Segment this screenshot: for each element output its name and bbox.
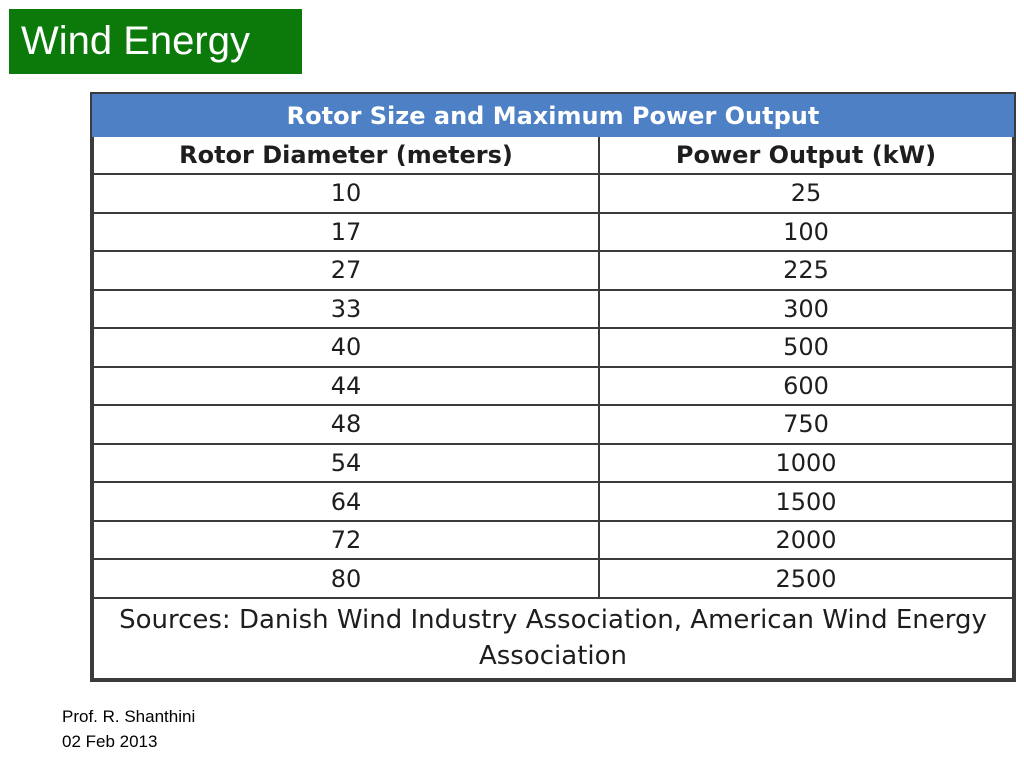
rotor-power-table-container <box>90 92 1016 682</box>
table-source-note: Sources: Danish Wind Industry Association, American Wind Energy Association <box>93 598 1013 679</box>
power-output-cell: 100 <box>599 213 1013 252</box>
power-output-cell: 2500 <box>599 559 1013 598</box>
rotor-diameter-cell: 72 <box>93 521 599 560</box>
table-row <box>93 405 1013 444</box>
rotor-diameter-cell: 44 <box>93 367 599 406</box>
footer-author: Prof. R. Shanthini <box>62 707 196 726</box>
rotor-diameter-cell: 40 <box>93 328 599 367</box>
rotor-diameter-cell: 80 <box>93 559 599 598</box>
rotor-diameter-cell: 27 <box>93 251 599 290</box>
table-row <box>93 367 1013 406</box>
power-output-cell: 25 <box>599 174 1013 213</box>
rotor-power-table <box>92 94 1014 680</box>
table-row <box>93 482 1013 521</box>
table-row <box>93 290 1013 329</box>
power-output-cell: 600 <box>599 367 1013 406</box>
table-row <box>93 444 1013 483</box>
table-source-row <box>93 598 1013 679</box>
column-header-power-output: Power Output (kW) <box>599 136 1013 174</box>
rotor-diameter-cell: 48 <box>93 405 599 444</box>
power-output-cell: 225 <box>599 251 1013 290</box>
rotor-diameter-cell: 17 <box>93 213 599 252</box>
power-output-cell: 1000 <box>599 444 1013 483</box>
table-row <box>93 521 1013 560</box>
power-output-cell: 300 <box>599 290 1013 329</box>
power-output-cell: 750 <box>599 405 1013 444</box>
power-output-cell: 500 <box>599 328 1013 367</box>
power-output-cell: 1500 <box>599 482 1013 521</box>
table-row <box>93 213 1013 252</box>
table-row <box>93 559 1013 598</box>
rotor-diameter-cell: 64 <box>93 482 599 521</box>
table-caption-row <box>93 95 1013 136</box>
table-caption: Rotor Size and Maximum Power Output <box>93 95 1013 136</box>
table-row <box>93 174 1013 213</box>
power-output-cell: 2000 <box>599 521 1013 560</box>
column-header-rotor-diameter: Rotor Diameter (meters) <box>93 136 599 174</box>
rotor-diameter-cell: 33 <box>93 290 599 329</box>
rotor-diameter-cell: 10 <box>93 174 599 213</box>
table-row <box>93 328 1013 367</box>
footer-date: 02 Feb 2013 <box>62 732 158 751</box>
table-row <box>93 251 1013 290</box>
rotor-diameter-cell: 54 <box>93 444 599 483</box>
table-header-row <box>93 136 1013 174</box>
slide-title: Wind Energy <box>9 9 302 74</box>
